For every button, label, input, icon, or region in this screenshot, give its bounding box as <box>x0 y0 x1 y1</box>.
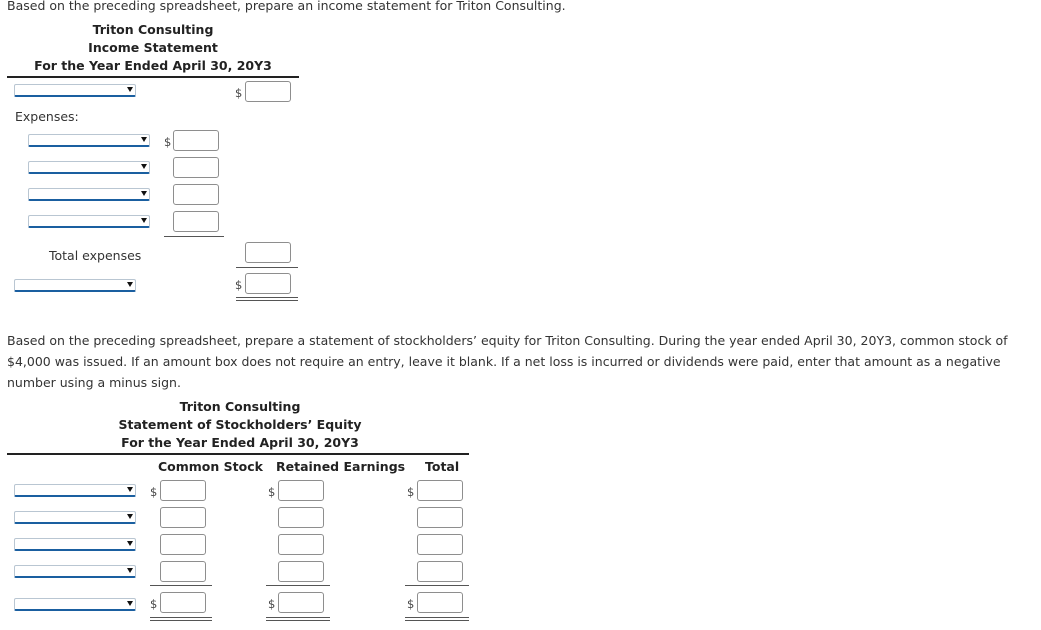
equity-row-dropdown-1[interactable] <box>14 484 136 497</box>
total-ending-input[interactable] <box>417 592 463 613</box>
equity-statement-period: For the Year Ended April 30, 20Y3 <box>121 435 359 450</box>
chevron-down-icon <box>127 282 133 287</box>
expense-account-dropdown-1[interactable] <box>28 134 150 147</box>
income-statement-period: For the Year Ended April 30, 20Y3 <box>34 58 272 73</box>
expense-account-dropdown-4[interactable] <box>28 215 150 228</box>
chevron-down-icon <box>127 487 133 492</box>
expense-amount-input-2[interactable] <box>173 157 219 178</box>
common-stock-ending-input[interactable] <box>160 592 206 613</box>
equity-statement-company: Triton Consulting <box>179 399 301 414</box>
expenses-label: Expenses: <box>15 109 79 124</box>
double-rule <box>405 617 469 621</box>
net-income-label-dropdown[interactable] <box>14 279 136 292</box>
currency-symbol: $ <box>407 485 415 499</box>
retained-earnings-input-3[interactable] <box>278 534 324 555</box>
equity-row-dropdown-3[interactable] <box>14 538 136 551</box>
total-input-2[interactable] <box>417 507 463 528</box>
expense-amount-input-4[interactable] <box>173 211 219 232</box>
currency-symbol: $ <box>268 597 276 611</box>
expense-account-dropdown-2[interactable] <box>28 161 150 174</box>
total-expenses-label: Total expenses <box>49 248 142 263</box>
equity-row-dropdown-2[interactable] <box>14 511 136 524</box>
net-income-input[interactable] <box>245 273 291 294</box>
column-header-total: Total <box>425 459 460 474</box>
column-header-retained-earnings: Retained Earnings <box>276 459 406 474</box>
double-rule <box>266 617 330 621</box>
double-rule <box>236 297 298 301</box>
retained-earnings-input-4[interactable] <box>278 561 324 582</box>
retained-earnings-input-1[interactable] <box>278 480 324 501</box>
currency-symbol: $ <box>150 597 158 611</box>
chevron-down-icon <box>127 87 133 92</box>
subtotal-rule <box>266 585 330 586</box>
equity-statement-title: Statement of Stockholders’ Equity <box>118 417 362 432</box>
chevron-down-icon <box>127 601 133 606</box>
common-stock-input-1[interactable] <box>160 480 206 501</box>
double-rule <box>150 617 212 621</box>
total-input-1[interactable] <box>417 480 463 501</box>
currency-symbol: $ <box>150 485 158 499</box>
currency-symbol: $ <box>164 135 172 149</box>
chevron-down-icon <box>127 541 133 546</box>
common-stock-input-3[interactable] <box>160 534 206 555</box>
income-statement-company: Triton Consulting <box>92 22 214 37</box>
common-stock-input-2[interactable] <box>160 507 206 528</box>
retained-earnings-input-2[interactable] <box>278 507 324 528</box>
column-header-common-stock: Common Stock <box>158 459 263 474</box>
subtotal-rule <box>405 585 469 586</box>
currency-symbol: $ <box>407 597 415 611</box>
revenue-account-dropdown[interactable] <box>14 84 136 97</box>
equity-row-dropdown-4[interactable] <box>14 565 136 578</box>
equity-row-dropdown-5[interactable] <box>14 598 136 611</box>
subtotal-rule <box>150 585 212 586</box>
header-rule <box>7 453 469 455</box>
chevron-down-icon <box>127 514 133 519</box>
header-rule <box>7 76 299 78</box>
income-statement-title: Income Statement <box>88 40 218 55</box>
subtotal-rule <box>164 236 224 237</box>
expense-amount-input-3[interactable] <box>173 184 219 205</box>
total-expenses-input[interactable] <box>245 242 291 263</box>
total-input-4[interactable] <box>417 561 463 582</box>
currency-symbol: $ <box>235 86 243 100</box>
chevron-down-icon <box>141 191 147 196</box>
chevron-down-icon <box>141 218 147 223</box>
chevron-down-icon <box>141 164 147 169</box>
income-statement-instruction: Based on the preceding spreadsheet, prepare an income statement for Triton Consulting. <box>7 0 566 13</box>
equity-statement-instruction: Based on the preceding spreadsheet, prepare a statement of stockholders’ equity for Triton Consulting. During the year ended April 30, 20Y3, common stock of $4,000 was issued. If an amount box does not require an entry, leave it blank. If a net loss is incurred or dividends were paid, enter that amount as a negative number using a minus sign. <box>7 333 1008 390</box>
expense-account-dropdown-3[interactable] <box>28 188 150 201</box>
expense-amount-input-1[interactable] <box>173 130 219 151</box>
common-stock-input-4[interactable] <box>160 561 206 582</box>
total-input-3[interactable] <box>417 534 463 555</box>
currency-symbol: $ <box>268 485 276 499</box>
chevron-down-icon <box>141 137 147 142</box>
revenue-amount-input[interactable] <box>245 81 291 102</box>
currency-symbol: $ <box>235 278 243 292</box>
total-rule <box>236 267 298 268</box>
chevron-down-icon <box>127 568 133 573</box>
retained-earnings-ending-input[interactable] <box>278 592 324 613</box>
